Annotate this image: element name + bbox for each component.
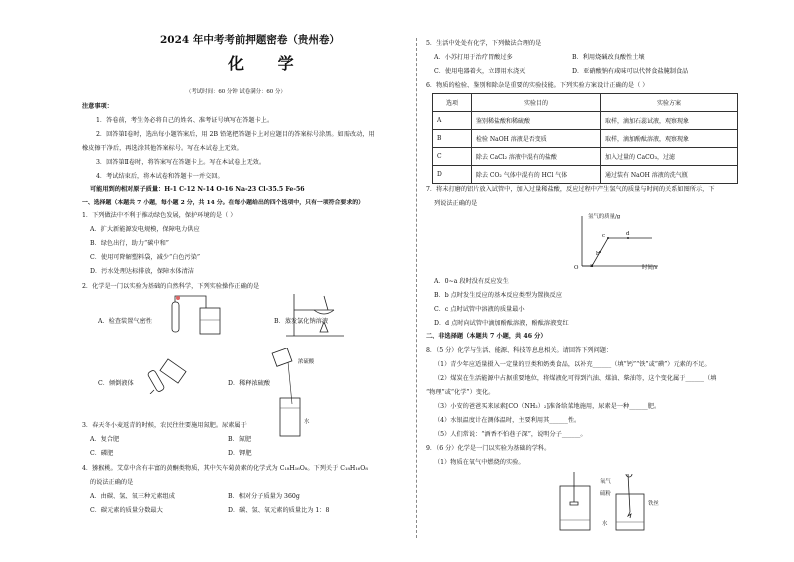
table-header: 实验目的 xyxy=(472,94,601,112)
q6-table xyxy=(432,93,738,184)
atomic-masses: 可能用到的相对原子质量：H-1 C-12 N-14 O-16 Na-23 Cl-35.5 Fe-56 xyxy=(90,186,305,193)
table-header-row xyxy=(433,94,738,112)
q8-line-2: （2）煤炭在生活能源中占据重要地位，将煤液化可得到汽油、煤油、柴油等，这个变化属于______（填 xyxy=(434,375,717,382)
q4-stem: 4．猕猴桃。艾草中含有丰富的黄酮类物质，其中矢车菊黄素的化学式为 C₁₈H₁₆O₈。下列关于 C₁₈H₁₆O₈ xyxy=(82,465,368,472)
note-2: 2．回答第Ⅰ卷时，选出每小题答案后，用 2B 铅笔把答题卡上对应题目的答案标号涂黑。如需改动，用 xyxy=(96,131,375,138)
q7-option-d: D．d 点时向试管中滴加酚酞溶液，酚酞溶液变红 xyxy=(434,320,569,327)
q4-option-d: D．碳、氢、氧元素的质量比为 1：8 xyxy=(228,507,330,514)
q7-option-c: C．c 点时试管中溶液的质量最小 xyxy=(434,306,525,313)
q4-option-b: B．相对分子质量为 360g xyxy=(228,493,300,500)
q9-wire-label: 铁丝 xyxy=(648,501,659,507)
q7-origin: O xyxy=(574,265,579,271)
table-cell: D xyxy=(433,166,472,184)
q5-option-a: A．小苏打用于治疗胃酸过多 xyxy=(434,54,513,61)
q7-xlabel: 时间/s xyxy=(642,265,658,271)
subject-title: 化 学 xyxy=(228,54,308,73)
table-row xyxy=(433,166,738,184)
table-header: 实验方案 xyxy=(601,94,738,112)
section2-heading: 二、非选择题（本题共 7 小题，共 46 分） xyxy=(426,333,547,340)
note-1: 1．答卷前，考生务必将自己的姓名、准考证号填写在答题卡上。 xyxy=(96,117,274,124)
section1-heading: 一、选择题（本题共 7 小题，每小题 2 分，共 14 分。在每小题给出的四个选项中，只有一项符合要求的） xyxy=(82,199,364,206)
table-cell: 鉴别稀盐酸和稀硫酸 xyxy=(472,112,601,130)
q8-line-3: （3）小安的爸爸买来尿素[CO（NH₂）₂]准备给菜地施用，尿素是一种______肥。 xyxy=(434,403,661,410)
q8-stem: 8．（5 分）化学与生活、能源、科技等息息相关。请回答下列问题： xyxy=(426,347,613,354)
q2-acid-label: 浓硫酸 xyxy=(298,359,315,365)
table-cell: 取样，滴加石蕊试液，观察现象 xyxy=(601,112,738,130)
q3-option-a: A．复合肥 xyxy=(90,436,120,443)
q5-option-b: B．利用烧碱改良酸性土壤 xyxy=(572,54,645,61)
q2-figure-b xyxy=(284,292,354,338)
table-cell: B xyxy=(433,130,472,148)
q1-option-b: B．绿色出行，助力“碳中和” xyxy=(90,240,169,247)
table-cell: 检验 NaOH 溶液是否变质 xyxy=(472,130,601,148)
q4-stem-cont: 的说法正确的是 xyxy=(90,479,134,486)
q7-option-a: A．0~a 段时没有反应发生 xyxy=(434,278,509,285)
note-2-cont: 橡皮擦干净后，再选涂其他答案标号。写在本试卷上无效。 xyxy=(82,145,243,152)
notes-heading: 注意事项： xyxy=(82,103,113,110)
q2-figure-c xyxy=(146,354,202,394)
q7-stem-cont: 列说法正确的是 xyxy=(434,200,478,207)
q3-option-c: C．磷肥 xyxy=(90,450,114,457)
q8-line-1: （1）青少年应适量摄入一定量的豆类和奶类食品，以补充______（填“钙”“铁”或“碘”）元素的不足。 xyxy=(434,361,711,368)
q1-option-a: A．扩大新能源发电规模，保障电力供应 xyxy=(90,226,200,233)
q2-water-label: 水 xyxy=(304,419,310,425)
table-cell: 除去 CaCl₂ 溶液中混有的盐酸 xyxy=(472,148,601,166)
q7-point-d: d xyxy=(626,231,630,237)
q5-option-d: D．亚硝酸钠有咸味可以代替食盐腌制食品 xyxy=(572,68,689,75)
column-divider xyxy=(416,38,417,538)
q7-stem: 7．将未打磨的铝片放入试管中，加入过量稀盐酸，反应过程中产生氢气的质量与时间的关系如图所示，下 xyxy=(426,186,715,193)
q8-line-2-cont: “物理”或“化学”）变化。 xyxy=(426,389,495,396)
table-row xyxy=(433,112,738,130)
exam-title: 2024 年中考考前押题密卷（贵州卷） xyxy=(160,34,340,46)
q2-stem: 2．化学是一门以实验为基础的自然科学，下列实验操作正确的是 xyxy=(82,283,260,290)
q9-line-1: （1）物质在氧气中燃烧的实验。 xyxy=(434,459,525,466)
q1-option-c: C．使用可降解塑料袋，减少“白色污染” xyxy=(90,254,201,261)
q9-sulfur-label: 硫粉 xyxy=(600,491,611,497)
q4-option-a: A．由碳、氢、氧三种元素组成 xyxy=(90,493,175,500)
table-cell: C xyxy=(433,148,472,166)
q1-option-d: D．污水处理达标排放，保障水体清洁 xyxy=(90,268,194,275)
table-header: 选项 xyxy=(433,94,472,112)
q5-stem: 5．生活中处处有化学，下列做法合理的是 xyxy=(426,40,542,47)
q2-figure-a xyxy=(166,294,226,336)
q2-option-c: C．倾倒液体 xyxy=(98,380,134,387)
table-cell: 加入过量的 CaCO₃，过滤 xyxy=(601,148,738,166)
q7-point-b: b xyxy=(596,251,600,257)
q2-option-a: A．检查装置气密性 xyxy=(98,318,152,325)
note-4: 4．考试结束后，将本试卷和答题卡一并交回。 xyxy=(96,173,224,180)
q7-option-b: B．b 点时发生反应的基本反应类型为置换反应 xyxy=(434,292,563,299)
q9-water-label: 水 xyxy=(602,521,608,527)
note-3: 3．回答第Ⅱ卷时，将答案写在答题卡上。写在本试卷上无效。 xyxy=(96,159,266,166)
table-cell: A xyxy=(433,112,472,130)
q3-option-b: B．氮肥 xyxy=(228,436,252,443)
q3-option-d: D．钾肥 xyxy=(228,450,252,457)
q5-option-c: C．使用电器着火，立即用水浇灭 xyxy=(434,68,526,75)
q8-line-4: （4）水银温度计在测体温时，主要利用其______性。 xyxy=(434,417,581,424)
q3-stem: 3．春天冬小麦返青的时候，农民往往要施用氮肥。尿素属于 xyxy=(82,422,247,429)
q2-option-d: D．稀释浓硫酸 xyxy=(228,380,271,387)
table-cell: 取样，滴加酚酞溶液，观察现象 xyxy=(601,130,738,148)
q7-point-a: a xyxy=(590,263,594,269)
q4-option-c: C．碳元素的质量分数最大 xyxy=(90,507,163,514)
exam-info: （考试时间：60 分钟 试卷满分：60 分） xyxy=(186,89,286,95)
q7-ylabel: 氢气的质量/g xyxy=(588,214,621,220)
q9-stem: 9．（6 分）化学是一门以实验为基础的学科。 xyxy=(426,445,551,452)
q1-stem: 1．下列做法中不利于推动绿色发展，保护环境的是（ ） xyxy=(82,212,237,219)
q8-line-5: （5）人们常说：“酒香不怕巷子深”，说明分子______。 xyxy=(434,431,587,438)
table-cell: 除去 CO₂ 气体中混有的 HCl 气体 xyxy=(472,166,601,184)
table-cell: 通过装有 NaOH 溶液的洗气瓶 xyxy=(601,166,738,184)
q7-point-c: c xyxy=(602,233,606,239)
table-row xyxy=(433,148,738,166)
q2-option-b: B．蒸发氯化钠溶液 xyxy=(274,318,329,325)
q6-stem: 6．物质的检验、鉴别和除杂是重要的实验技能。下列实验方案设计正确的是（ ） xyxy=(426,82,649,89)
q9-oxygen-label: 氧气 xyxy=(600,479,611,485)
table-row xyxy=(433,130,738,148)
